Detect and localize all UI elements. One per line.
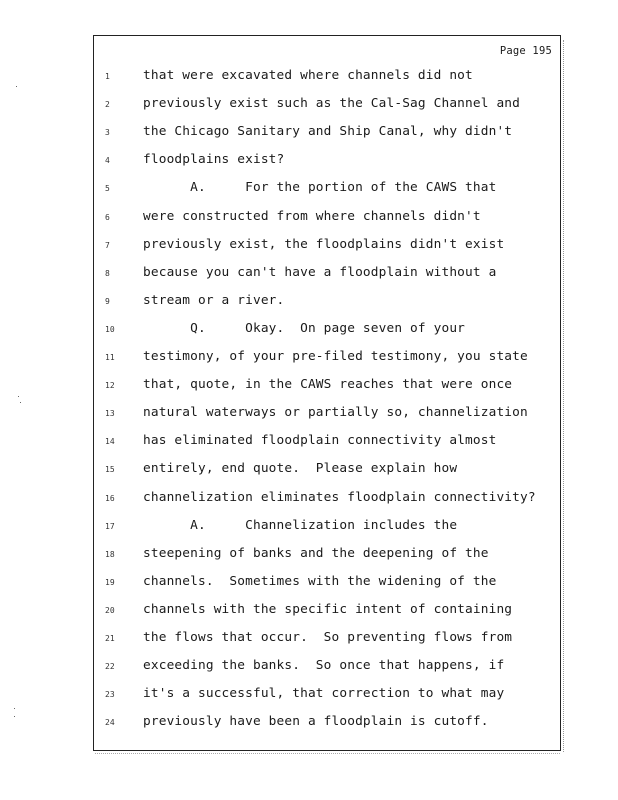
transcript-line bbox=[94, 405, 560, 425]
line-number: 14 bbox=[105, 437, 115, 447]
transcript-line bbox=[94, 574, 560, 594]
scan-speck bbox=[16, 86, 17, 87]
transcript-line bbox=[94, 714, 560, 734]
line-text: previously exist, the floodplains didn't exist bbox=[143, 236, 505, 252]
transcript-line bbox=[94, 377, 560, 397]
line-text: entirely, end quote. Please explain how bbox=[143, 461, 458, 477]
line-number: 18 bbox=[105, 549, 115, 559]
line-number: 9 bbox=[105, 296, 110, 306]
transcript-line bbox=[94, 602, 560, 622]
line-number: 10 bbox=[105, 324, 115, 334]
line-text: the Chicago Sanitary and Ship Canal, why didn't bbox=[143, 124, 513, 140]
scan-speck bbox=[14, 716, 15, 717]
line-text: exceeding the banks. So once that happens, if bbox=[143, 658, 505, 674]
page-number: Page 195 bbox=[499, 45, 552, 57]
scan-speck bbox=[18, 396, 19, 397]
line-text: has eliminated floodplain connectivity almost bbox=[143, 433, 497, 449]
line-number: 13 bbox=[105, 409, 115, 419]
transcript-line bbox=[94, 518, 560, 538]
line-text: A. Channelization includes the bbox=[143, 517, 458, 533]
line-number: 22 bbox=[105, 662, 115, 672]
line-text: previously exist such as the Cal-Sag Channel and bbox=[143, 96, 521, 112]
line-number: 12 bbox=[105, 381, 115, 391]
transcript-line bbox=[94, 490, 560, 510]
line-number: 8 bbox=[105, 268, 110, 278]
line-number: 17 bbox=[105, 521, 115, 531]
line-number: 11 bbox=[105, 353, 115, 362]
line-number: 2 bbox=[105, 100, 110, 110]
line-text: natural waterways or partially so, channelization bbox=[143, 405, 528, 421]
scan-speck bbox=[20, 402, 21, 403]
transcript-line bbox=[94, 265, 560, 285]
line-number: 1 bbox=[105, 72, 110, 81]
line-number: 15 bbox=[105, 465, 115, 475]
transcript-line bbox=[94, 293, 560, 313]
right-scan-edge bbox=[563, 40, 566, 752]
transcript-page bbox=[93, 35, 561, 751]
line-number: 20 bbox=[105, 605, 115, 615]
line-number: 7 bbox=[105, 240, 110, 250]
line-text: channelization eliminates floodplain connectivity? bbox=[143, 489, 536, 505]
transcript-line bbox=[94, 237, 560, 257]
line-number: 3 bbox=[105, 128, 110, 138]
line-text: channels with the specific intent of containing bbox=[143, 601, 513, 617]
scan-speck bbox=[14, 708, 15, 709]
transcript-line bbox=[94, 68, 560, 88]
line-number: 4 bbox=[105, 156, 110, 166]
line-text: testimony, of your pre-filed testimony, you state bbox=[143, 349, 528, 364]
transcript-line bbox=[94, 686, 560, 706]
line-number: 24 bbox=[105, 718, 115, 728]
transcript-line bbox=[94, 546, 560, 566]
line-text: it's a successful, that correction to what may bbox=[143, 686, 505, 702]
line-text: because you can't have a floodplain without a bbox=[143, 264, 497, 280]
transcript-line bbox=[94, 96, 560, 116]
line-text: A. For the portion of the CAWS that bbox=[143, 180, 497, 196]
transcript-line bbox=[94, 349, 560, 369]
line-text: channels. Sometimes with the widening of the bbox=[143, 573, 497, 589]
line-text: that, quote, in the CAWS reaches that were once bbox=[143, 377, 513, 393]
line-text: steepening of banks and the deepening of the bbox=[143, 545, 489, 561]
line-text: previously have been a floodplain is cutoff. bbox=[143, 714, 489, 730]
line-text: that were excavated where channels did not bbox=[143, 68, 473, 83]
line-number: 21 bbox=[105, 634, 115, 643]
line-number: 23 bbox=[105, 690, 115, 700]
line-number: 5 bbox=[105, 184, 110, 194]
line-text: stream or a river. bbox=[143, 292, 285, 308]
transcript-line bbox=[94, 461, 560, 481]
line-number: 16 bbox=[105, 493, 115, 503]
bottom-scan-edge bbox=[95, 753, 560, 755]
line-text: were constructed from where channels didn't bbox=[143, 208, 481, 224]
transcript-line bbox=[94, 630, 560, 650]
transcript-line bbox=[94, 321, 560, 341]
line-number: 19 bbox=[105, 577, 115, 587]
transcript-line bbox=[94, 209, 560, 229]
transcript-line bbox=[94, 180, 560, 200]
transcript-line bbox=[94, 433, 560, 453]
transcript-line bbox=[94, 152, 560, 172]
line-text: the flows that occur. So preventing flows from bbox=[143, 630, 513, 645]
line-text: Q. Okay. On page seven of your bbox=[143, 320, 466, 336]
transcript-line bbox=[94, 658, 560, 678]
line-text: floodplains exist? bbox=[143, 152, 285, 168]
line-number: 6 bbox=[105, 212, 110, 222]
transcript-line bbox=[94, 124, 560, 144]
